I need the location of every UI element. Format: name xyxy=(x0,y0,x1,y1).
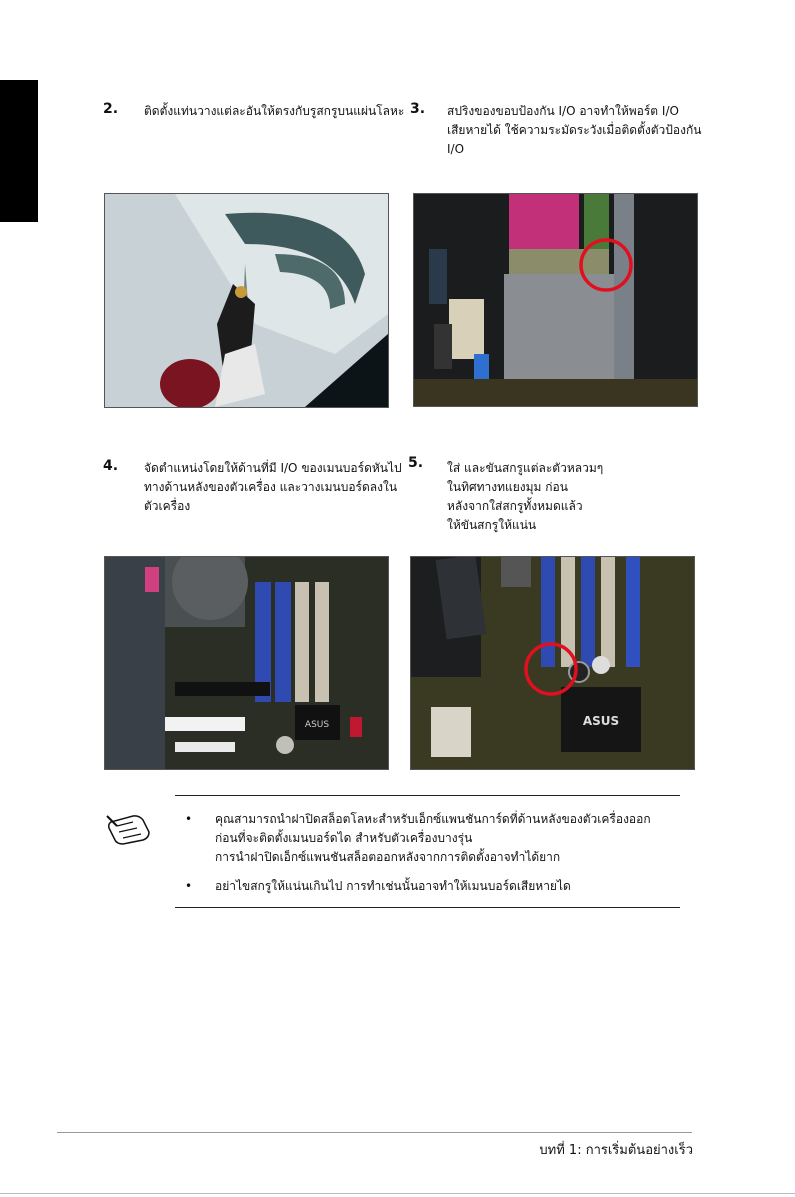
io-shield-photo-illustration xyxy=(414,194,697,406)
step-4-number: 4. xyxy=(103,458,119,474)
note-top-rule xyxy=(175,795,680,796)
screw-install-illustration xyxy=(411,557,694,769)
step-4-line: จัดตำแหน่งโดยให้ด้านที่มี I/O ของเมนบอร์ดหันไป xyxy=(144,461,402,475)
chapter-footer: บทที่ 1: การเริ่มต้นอย่างเร็ว xyxy=(539,1143,693,1158)
step-3-line: สปริงของขอบป้องกัน I/O อาจทำให้พอร์ต I/O xyxy=(447,104,679,118)
note-bullet: • xyxy=(185,879,193,893)
note-bottom-rule xyxy=(175,907,680,908)
note-item-1 xyxy=(215,810,651,867)
note-item-1-line: ก่อนที่จะติดตั้งเมนบอร์ดได สำหรับตัวเครื่องบางรุ่น xyxy=(215,831,473,845)
step-5-number: 5. xyxy=(408,455,424,471)
note-bullet: • xyxy=(185,812,193,826)
step-4-line: ทางด้านหลังของตัวเครื่อง และวางเมนบอร์ดลงใน xyxy=(144,480,398,494)
step-2-line: ติดตั้งแท่นวางแต่ละอันให้ตรงกับรูสกรูบนแผ่นโลหะ xyxy=(144,104,405,118)
crop-mark xyxy=(0,1193,795,1194)
board-brand-text: ASUS xyxy=(582,714,620,728)
step-5-line: หลังจากใส่สกรูทั้งหมดแล้ว xyxy=(447,499,583,513)
note-item-2-line: อย่าไขสกรูให้แน่นเกินไป การทำเช่นนั้นอาจทำให้เมนบอร์ดเสียหายได xyxy=(215,879,571,893)
step-5-line: ใส่ และขันสกรูแต่ละตัวหลวมๆ xyxy=(447,461,604,475)
step-4-line: ตัวเครื่อง xyxy=(144,499,191,513)
note-item-1-line: การนำฝาปิดเอ็กซ์แพนชันสล็อตออกหลังจากการติดตั้งอาจทำได้ยาก xyxy=(215,850,561,864)
step-5-text xyxy=(447,459,603,535)
step-2-text xyxy=(144,102,404,121)
step-3-line: เสียหายได้ ใช้ความระมัดระวังเมื่อติดตั้งตัวป้องกัน xyxy=(447,123,702,137)
footer-rule xyxy=(57,1132,692,1133)
photo-standoff-install xyxy=(104,193,389,408)
step-3-line: I/O xyxy=(447,142,465,156)
photo-io-shield xyxy=(413,193,698,407)
note-item-2 xyxy=(215,877,571,896)
board-brand-text: ASUS xyxy=(304,720,330,730)
note-item-1-line: คุณสามารถนำฝาปิดสล็อตโลหะสำหรับเอ็กซ์แพนชันการ์ดที่ด้านหลังของตัวเครื่องออก xyxy=(215,812,651,826)
photo-motherboard-placement xyxy=(104,556,389,770)
chapter-side-tab xyxy=(0,80,38,222)
step-3-text xyxy=(447,102,701,159)
step-3-number: 3. xyxy=(410,101,426,117)
photo-screw-install xyxy=(410,556,695,770)
step-2-number: 2. xyxy=(103,101,119,117)
step-4-text xyxy=(144,459,402,516)
step-5-line: ในทิศทางทแยงมุม ก่อน xyxy=(447,480,568,494)
standoff-photo-illustration xyxy=(105,194,388,407)
motherboard-placement-illustration xyxy=(105,557,388,769)
step-5-line: ให้ขันสกรูให้แน่น xyxy=(447,518,537,532)
writing-hand-icon xyxy=(103,808,153,848)
